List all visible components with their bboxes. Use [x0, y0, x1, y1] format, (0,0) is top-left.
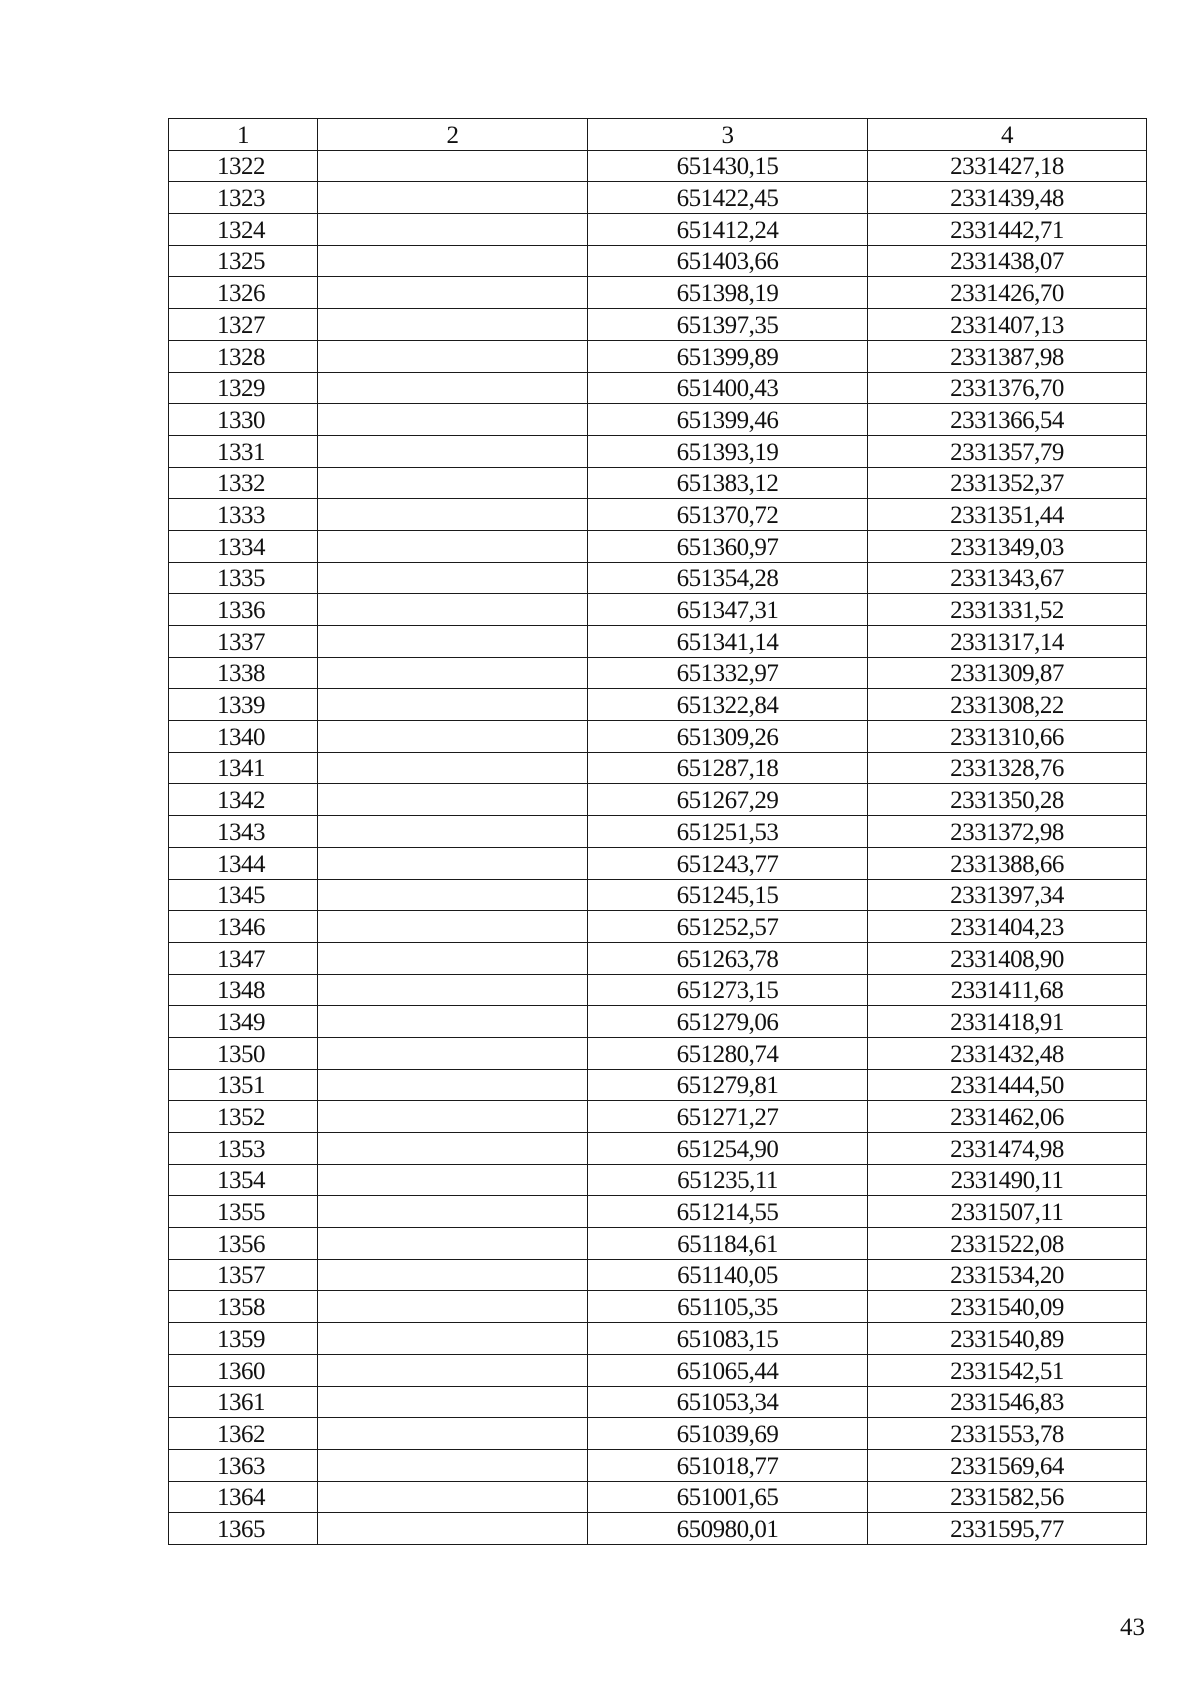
x-coordinate-cell: 651422,45 [588, 182, 868, 214]
table-body [169, 150, 1147, 1544]
y-coordinate-cell: 2331308,22 [868, 689, 1147, 721]
y-coordinate-cell: 2331442,71 [868, 214, 1147, 246]
y-coordinate-cell: 2331357,79 [868, 435, 1147, 467]
y-coordinate-cell: 2331343,67 [868, 562, 1147, 594]
table-row [169, 435, 1147, 467]
x-coordinate-cell: 651245,15 [588, 879, 868, 911]
table-row [169, 1513, 1147, 1545]
point-number-cell: 1349 [169, 1006, 318, 1038]
description-cell [318, 911, 588, 943]
y-coordinate-cell: 2331404,23 [868, 911, 1147, 943]
table-row [169, 150, 1147, 182]
description-cell [318, 499, 588, 531]
point-number-cell: 1354 [169, 1164, 318, 1196]
table-row [169, 245, 1147, 277]
table-row [169, 1418, 1147, 1450]
y-coordinate-cell: 2331372,98 [868, 816, 1147, 848]
x-coordinate-cell: 651399,46 [588, 404, 868, 436]
y-coordinate-cell: 2331387,98 [868, 340, 1147, 372]
table-row [169, 1037, 1147, 1069]
y-coordinate-cell: 2331397,34 [868, 879, 1147, 911]
point-number-cell: 1345 [169, 879, 318, 911]
description-cell [318, 1354, 588, 1386]
point-number-cell: 1329 [169, 372, 318, 404]
table-row [169, 1006, 1147, 1038]
x-coordinate-cell: 651280,74 [588, 1037, 868, 1069]
point-number-cell: 1347 [169, 942, 318, 974]
column-header-4: 4 [868, 119, 1147, 151]
coordinates-table [168, 118, 1147, 1545]
table-row [169, 1354, 1147, 1386]
point-number-cell: 1346 [169, 911, 318, 943]
column-header-2: 2 [318, 119, 588, 151]
y-coordinate-cell: 2331462,06 [868, 1101, 1147, 1133]
table-row [169, 816, 1147, 848]
point-number-cell: 1356 [169, 1228, 318, 1260]
table-row [169, 214, 1147, 246]
description-cell [318, 530, 588, 562]
description-cell [318, 340, 588, 372]
y-coordinate-cell: 2331540,89 [868, 1323, 1147, 1355]
table-row [169, 1386, 1147, 1418]
y-coordinate-cell: 2331352,37 [868, 467, 1147, 499]
description-cell [318, 1196, 588, 1228]
point-number-cell: 1327 [169, 309, 318, 341]
x-coordinate-cell: 651039,69 [588, 1418, 868, 1450]
point-number-cell: 1332 [169, 467, 318, 499]
table-row [169, 1196, 1147, 1228]
y-coordinate-cell: 2331432,48 [868, 1037, 1147, 1069]
description-cell [318, 1513, 588, 1545]
point-number-cell: 1335 [169, 562, 318, 594]
y-coordinate-cell: 2331595,77 [868, 1513, 1147, 1545]
description-cell [318, 1069, 588, 1101]
x-coordinate-cell: 651235,11 [588, 1164, 868, 1196]
x-coordinate-cell: 651279,06 [588, 1006, 868, 1038]
y-coordinate-cell: 2331426,70 [868, 277, 1147, 309]
x-coordinate-cell: 651214,55 [588, 1196, 868, 1228]
x-coordinate-cell: 651105,35 [588, 1291, 868, 1323]
x-coordinate-cell: 651347,31 [588, 594, 868, 626]
description-cell [318, 657, 588, 689]
table-row [169, 340, 1147, 372]
point-number-cell: 1355 [169, 1196, 318, 1228]
description-cell [318, 784, 588, 816]
point-number-cell: 1361 [169, 1386, 318, 1418]
description-cell [318, 1228, 588, 1260]
point-number-cell: 1323 [169, 182, 318, 214]
point-number-cell: 1326 [169, 277, 318, 309]
y-coordinate-cell: 2331546,83 [868, 1386, 1147, 1418]
x-coordinate-cell: 651322,84 [588, 689, 868, 721]
table-row [169, 467, 1147, 499]
x-coordinate-cell: 651065,44 [588, 1354, 868, 1386]
table-row [169, 1228, 1147, 1260]
table-row [169, 1101, 1147, 1133]
y-coordinate-cell: 2331507,11 [868, 1196, 1147, 1228]
description-cell [318, 1291, 588, 1323]
x-coordinate-cell: 651267,29 [588, 784, 868, 816]
table-row [169, 1259, 1147, 1291]
point-number-cell: 1343 [169, 816, 318, 848]
description-cell [318, 245, 588, 277]
description-cell [318, 594, 588, 626]
x-coordinate-cell: 651243,77 [588, 847, 868, 879]
description-cell [318, 1133, 588, 1165]
description-cell [318, 879, 588, 911]
table-row [169, 309, 1147, 341]
point-number-cell: 1324 [169, 214, 318, 246]
point-number-cell: 1364 [169, 1481, 318, 1513]
point-number-cell: 1334 [169, 530, 318, 562]
y-coordinate-cell: 2331310,66 [868, 721, 1147, 753]
point-number-cell: 1338 [169, 657, 318, 689]
table-row [169, 721, 1147, 753]
x-coordinate-cell: 651273,15 [588, 974, 868, 1006]
description-cell [318, 182, 588, 214]
y-coordinate-cell: 2331418,91 [868, 1006, 1147, 1038]
point-number-cell: 1330 [169, 404, 318, 436]
description-cell [318, 277, 588, 309]
description-cell [318, 309, 588, 341]
table-row [169, 277, 1147, 309]
table-row [169, 752, 1147, 784]
x-coordinate-cell: 651018,77 [588, 1449, 868, 1481]
table-row [169, 1291, 1147, 1323]
point-number-cell: 1344 [169, 847, 318, 879]
table-row [169, 1133, 1147, 1165]
description-cell [318, 467, 588, 499]
y-coordinate-cell: 2331331,52 [868, 594, 1147, 626]
x-coordinate-cell: 651001,65 [588, 1481, 868, 1513]
y-coordinate-cell: 2331569,64 [868, 1449, 1147, 1481]
table-row [169, 1449, 1147, 1481]
point-number-cell: 1353 [169, 1133, 318, 1165]
y-coordinate-cell: 2331317,14 [868, 626, 1147, 658]
table-row [169, 1481, 1147, 1513]
point-number-cell: 1336 [169, 594, 318, 626]
x-coordinate-cell: 651251,53 [588, 816, 868, 848]
point-number-cell: 1340 [169, 721, 318, 753]
description-cell [318, 752, 588, 784]
description-cell [318, 1481, 588, 1513]
y-coordinate-cell: 2331328,76 [868, 752, 1147, 784]
point-number-cell: 1341 [169, 752, 318, 784]
x-coordinate-cell: 651254,90 [588, 1133, 868, 1165]
x-coordinate-cell: 651383,12 [588, 467, 868, 499]
y-coordinate-cell: 2331582,56 [868, 1481, 1147, 1513]
y-coordinate-cell: 2331309,87 [868, 657, 1147, 689]
description-cell [318, 1259, 588, 1291]
x-coordinate-cell: 651184,61 [588, 1228, 868, 1260]
point-number-cell: 1322 [169, 150, 318, 182]
x-coordinate-cell: 651140,05 [588, 1259, 868, 1291]
y-coordinate-cell: 2331439,48 [868, 182, 1147, 214]
y-coordinate-cell: 2331444,50 [868, 1069, 1147, 1101]
y-coordinate-cell: 2331490,11 [868, 1164, 1147, 1196]
x-coordinate-cell: 651263,78 [588, 942, 868, 974]
table-row [169, 689, 1147, 721]
x-coordinate-cell: 651398,19 [588, 277, 868, 309]
x-coordinate-cell: 651354,28 [588, 562, 868, 594]
table-row [169, 404, 1147, 436]
y-coordinate-cell: 2331388,66 [868, 847, 1147, 879]
point-number-cell: 1328 [169, 340, 318, 372]
y-coordinate-cell: 2331438,07 [868, 245, 1147, 277]
x-coordinate-cell: 651279,81 [588, 1069, 868, 1101]
x-coordinate-cell: 651370,72 [588, 499, 868, 531]
y-coordinate-cell: 2331474,98 [868, 1133, 1147, 1165]
point-number-cell: 1342 [169, 784, 318, 816]
column-header-3: 3 [588, 119, 868, 151]
y-coordinate-cell: 2331540,09 [868, 1291, 1147, 1323]
table-row [169, 626, 1147, 658]
point-number-cell: 1352 [169, 1101, 318, 1133]
page-number: 43 [1120, 1614, 1145, 1641]
description-cell [318, 1418, 588, 1450]
table-row [169, 1164, 1147, 1196]
x-coordinate-cell: 651430,15 [588, 150, 868, 182]
x-coordinate-cell: 651360,97 [588, 530, 868, 562]
x-coordinate-cell: 651252,57 [588, 911, 868, 943]
table-row [169, 911, 1147, 943]
point-number-cell: 1357 [169, 1259, 318, 1291]
table-row [169, 594, 1147, 626]
y-coordinate-cell: 2331366,54 [868, 404, 1147, 436]
y-coordinate-cell: 2331411,68 [868, 974, 1147, 1006]
point-number-cell: 1363 [169, 1449, 318, 1481]
x-coordinate-cell: 651412,24 [588, 214, 868, 246]
description-cell [318, 372, 588, 404]
x-coordinate-cell: 651332,97 [588, 657, 868, 689]
table-row [169, 1069, 1147, 1101]
y-coordinate-cell: 2331553,78 [868, 1418, 1147, 1450]
description-cell [318, 1386, 588, 1418]
x-coordinate-cell: 650980,01 [588, 1513, 868, 1545]
table-header [169, 119, 1147, 151]
description-cell [318, 1101, 588, 1133]
header-row [169, 119, 1147, 151]
description-cell [318, 1037, 588, 1069]
table-row [169, 562, 1147, 594]
point-number-cell: 1325 [169, 245, 318, 277]
description-cell [318, 626, 588, 658]
description-cell [318, 816, 588, 848]
y-coordinate-cell: 2331534,20 [868, 1259, 1147, 1291]
y-coordinate-cell: 2331522,08 [868, 1228, 1147, 1260]
point-number-cell: 1339 [169, 689, 318, 721]
x-coordinate-cell: 651271,27 [588, 1101, 868, 1133]
description-cell [318, 1449, 588, 1481]
y-coordinate-cell: 2331351,44 [868, 499, 1147, 531]
description-cell [318, 1164, 588, 1196]
y-coordinate-cell: 2331349,03 [868, 530, 1147, 562]
point-number-cell: 1348 [169, 974, 318, 1006]
y-coordinate-cell: 2331376,70 [868, 372, 1147, 404]
point-number-cell: 1351 [169, 1069, 318, 1101]
table-row [169, 1323, 1147, 1355]
table-row [169, 657, 1147, 689]
table-row [169, 942, 1147, 974]
y-coordinate-cell: 2331407,13 [868, 309, 1147, 341]
y-coordinate-cell: 2331408,90 [868, 942, 1147, 974]
description-cell [318, 847, 588, 879]
point-number-cell: 1333 [169, 499, 318, 531]
description-cell [318, 1323, 588, 1355]
point-number-cell: 1350 [169, 1037, 318, 1069]
x-coordinate-cell: 651053,34 [588, 1386, 868, 1418]
y-coordinate-cell: 2331427,18 [868, 150, 1147, 182]
x-coordinate-cell: 651397,35 [588, 309, 868, 341]
point-number-cell: 1365 [169, 1513, 318, 1545]
description-cell [318, 942, 588, 974]
description-cell [318, 404, 588, 436]
point-number-cell: 1337 [169, 626, 318, 658]
table-row [169, 879, 1147, 911]
point-number-cell: 1360 [169, 1354, 318, 1386]
table-row [169, 847, 1147, 879]
column-header-1: 1 [169, 119, 318, 151]
y-coordinate-cell: 2331542,51 [868, 1354, 1147, 1386]
x-coordinate-cell: 651399,89 [588, 340, 868, 372]
x-coordinate-cell: 651393,19 [588, 435, 868, 467]
point-number-cell: 1358 [169, 1291, 318, 1323]
description-cell [318, 214, 588, 246]
x-coordinate-cell: 651341,14 [588, 626, 868, 658]
x-coordinate-cell: 651287,18 [588, 752, 868, 784]
x-coordinate-cell: 651083,15 [588, 1323, 868, 1355]
description-cell [318, 974, 588, 1006]
point-number-cell: 1331 [169, 435, 318, 467]
table-row [169, 499, 1147, 531]
description-cell [318, 721, 588, 753]
table-row [169, 372, 1147, 404]
x-coordinate-cell: 651400,43 [588, 372, 868, 404]
description-cell [318, 1006, 588, 1038]
table-row [169, 530, 1147, 562]
description-cell [318, 150, 588, 182]
table-row [169, 182, 1147, 214]
y-coordinate-cell: 2331350,28 [868, 784, 1147, 816]
point-number-cell: 1359 [169, 1323, 318, 1355]
table-row [169, 974, 1147, 1006]
point-number-cell: 1362 [169, 1418, 318, 1450]
description-cell [318, 562, 588, 594]
description-cell [318, 689, 588, 721]
table-row [169, 784, 1147, 816]
description-cell [318, 435, 588, 467]
x-coordinate-cell: 651403,66 [588, 245, 868, 277]
x-coordinate-cell: 651309,26 [588, 721, 868, 753]
